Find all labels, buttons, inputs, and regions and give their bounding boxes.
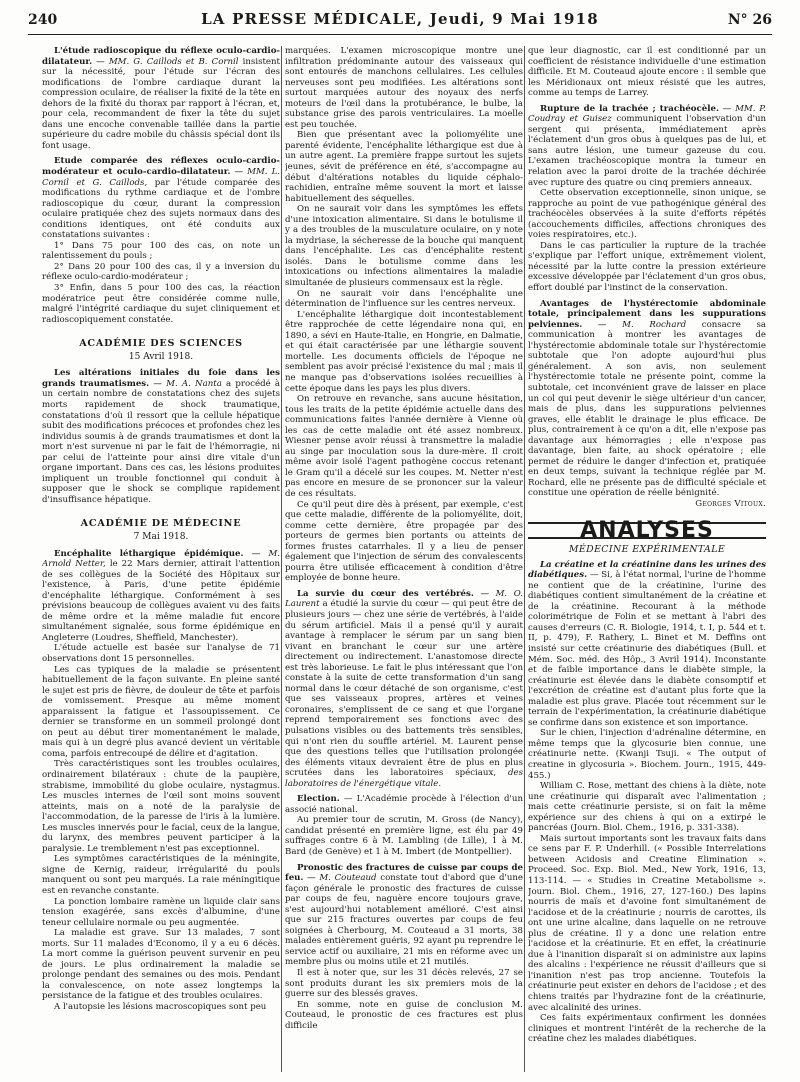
article-title: Les altérations initiales du foie dans les grands traumatismes. [42, 368, 280, 389]
paragraph: Ces faits expérimentaux confirment les données cliniques et montrent l'intérêt de la recherche de la créatine chez les malades diabétiques. [528, 1013, 766, 1045]
issue-number: N° 26 [727, 12, 772, 28]
paragraph: On ne saurait voir dans l'encéphalite une détermination de l'influence sur les centres nerveux. [285, 288, 523, 310]
paragraph: La ponction lombaire ramène un liquide clair sans tension exagérée, sans excès d'albumine, d'une teneur cellulaire normale ou peu augmentée. [42, 896, 280, 928]
article-title: Etude comparée des réflexes oculo-cardio-modérateur et oculo-cardio-dilatateur. [42, 156, 280, 178]
article [285, 863, 523, 968]
paragraph: Sur le chien, l'injection d'adrénaline détermine, en même temps que la glycosurie bien connue, une créatinurie nette. (Kwanji Tsuji. « The output of creatine in glycosuria ». Biochem. Journ., 1915, 449-455.) [528, 728, 766, 781]
section-date: 7 Mai 1918. [133, 531, 189, 542]
article-authors: — M. A. Nanta [153, 378, 222, 389]
article-text: a procédé à un certain nombre de constatations chez des sujets morts rapidement de shock traumatique, constatations d'où il ressort que la cellule hépatique subit des modifications précoces et profondes chez les individus soumis à de grands traumatismes et dont la mort n'est survenue ni par le fait de l'hémorragie, ni par celui de l'atteinte pour ainsi dire vitale d'un organe important. Dans ces cas, les lésions produites impliquent un trouble fonctionnel qui conduit à supposer que le shock se complique rapidement d'insuffisance hépatique. [42, 378, 280, 505]
paragraph: A l'autopsie les lésions macroscopiques sont peu [54, 1002, 267, 1013]
paragraph: On ne saurait voir dans les symptômes les effets d'une intoxication alimentaire. Si dans le botulisme il y a des troubles de la musculature oculaire, on y note la mydriase, la sécheresse de la bouche qui manquent dans l'encéphalite. Les cas d'encéphalite restent isolés. Dans le botulisme comme dans les intoxications ou infections alimentaires la maladie simultanée de plusieurs commensaux est la règle. [285, 204, 523, 289]
column-2 [285, 46, 523, 1076]
article-authors: — M. Arnold Netter, [42, 548, 280, 570]
article-text: par l'étude comparée des modifications du rythme cardiaque et de l'ombre radioscopique du cœur, durant la compression oculaire pratiquée chez des sujets normaux dans des conditions identiques, ont été conduits aux constatations suivantes : [42, 177, 280, 241]
paragraph: Mais surtout importants sont les travaux faits dans ce sens par F. P. Underhill. (« Possible Interrelations between Acidosis and Creatine Elimination ». Proceed. Soc. Exp. Biol. Med., New York, 1916, 13, 113-114. — « Studies in Creatine Metabolisme ». Journ. Biol. Chem., 1916, 27, 127-160.) Des lapins nourris de maïs et d'avoine font simultanément de l'acidose et de la créatinurie ; nourris de carottes, ils ont une urine alcaline, dans laquelle on ne retrouve plus de créatine. Il y a donc une relation entre l'acidose et la créatinurie. Et en effet, la créatinurie due à l'inanition disparaît si on administre aux lapins des alcalins : l'expérience ne réussit d'ailleurs que si l'inanition n'est pas trop ancienne. Toutefois la créatinurie peut exister en dehors de l'acidose ; et des chiens traités par l'hydrazine font de la créatinurie, avec alcalinité des urines. [528, 833, 766, 1013]
article-text: constate tout d'abord que d'une façon générale le pronostic des fractures de cuisse par coups de feu, naguère encore toujours grave, s'est aujourd'hui notablement amélioré. C'est ainsi que sur 215 fractures ouvertes par coups de feu soignées à Cherbourg, M. Couteaud a 31 morts, 38 malades entièrement guéris, 92 ayant pu reprendre le service actif ou auxiliaire, 21 mis en réforme avec un membre plus ou moins utile et 21 mutilés. [285, 873, 523, 968]
list-item: 2° Dans 20 pour 100 des cas, il y a inversion du réflexe oculo-cardio-modérateur ; [42, 261, 280, 283]
paragraph: Dans le cas particulier la rupture de la trachée s'explique par l'effort unique, extrêmement violent, nécessité par la lutte contre la pression extérieure excessive développée par l'éclatement d'un gros obus, effort doublé par l'instinct de la conservation. [528, 240, 766, 294]
article [42, 156, 280, 240]
subsection-heading: MÉDECINE EXPÉRIMENTALE [568, 544, 726, 556]
article-text-italic: des laboratoires de l'énergétique vitale. [285, 768, 523, 789]
paragraph: Très caractéristiques sont les troubles oculaires, ordinairement bilatéraux : chute de la paupière, strabisme, immobilité du globe oculaire, nystagmus. Les muscles internes de l'œil sont moins souvent atteints, mais on a noté de la paralysie de l'accommodation, de la paresse de l'iris à la lumière. Les muscles innervés pour le facial, ceux de la langue, du larynx, des membres peuvent participer à la paralysie. Le tremblement n'est pas exceptionnel. [42, 759, 280, 854]
paragraph: Les cas typiques de la maladie se présentent habituellement de la façon suivante. En pleine santé le sujet est pris de fièvre, de douleur de tête et parfois de vomissement. Presque au même moment apparaissent la fatigue et l'assoupissement. Ce dernier se transforme en un sommeil prolongé dont on peut au début tirer momentanément le malade, mais qui à un degré plus avancé devient un véritable coma, parfois entrecoupé de délire et d'agitation. [42, 664, 280, 759]
article-text: consacre sa communication à montrer les avantages de l'hystérectomie abdominale totale sur l'hystérectomie subtotale que l'on adopte aujourd'hui plus généralement. A son avis, non seulement l'hystérectomie totale ne présente point, comme la subtotale, cet inconvénient grave de laisser en place un col qui peut devenir le siège ultérieur d'un cancer, mais de plus, dans les suppurations pelviennes graves, elle établit le drainage le plus efficace. De plus, contrairement à ce qu'on a dit, elle n'expose pas davantage aux hémorragies ; elle n'expose pas davantage, bien faite, au shock opératoire ; elle permet de réduire le danger d'infection et, pratiquée en deux temps, suivant la technique réglée par M. Rochard, elle ne présente pas de difficulté spéciale et constitue une opération de réelle bénignité. [528, 319, 766, 499]
paragraph: Ce qu'il peut dire dès à présent, par exemple, c'est que cette maladie, différente de la poliomyélite, doit, comme cette dernière, être propagée par des porteurs de germes bien portants ou atteints de formes frustes catarrhales. Il y a lieu de penser également que l'injection de sérum des convalescents pourra être utilisée efficacement à condition d'être employée de bonne heure. [285, 499, 523, 584]
article-title: La survie du cœur des vertébrés. [297, 588, 474, 599]
article-title: L'étude radioscopique du réflexe oculo-cardio-dilatateur. [42, 46, 280, 67]
column-divider [524, 46, 525, 1072]
article-text: insistent sur la nécessité, pour l'étude sur l'écran des modifications de l'ombre cardiaque durant la compression oculaire, de réaliser la fixité de la tête en dehors de la fixité du thorax par rapport à l'écran, et, pour cela, recommandent de fixer la tête du sujet dans une encoche convenable taillée dans la partie supérieure du cadre mobile du châssis spécial dont ils font usage. [42, 56, 280, 151]
list-item: 3° Enfin, dans 5 pour 100 des cas, la réaction modératrice peut être considérée comme nulle, malgré l'intégrité cardiaque du sujet cliniquement et radioscopiquement constatée. [42, 283, 280, 325]
paragraph: L'encéphalite léthargique doit incontestablement être rapprochée de cette légendaire nona qui, en 1890, a sévi en Haute-Italie, en Hongrie, en Dalmatie, et qui était caractérisée par une léthargie souvent mortelle. Les documents officiels de l'époque ne semblent pas avoir précisé l'existence du mal ; mais il ne manque pas d'observations isolées recueillies à cette époque dans les pays les plus divers. [285, 309, 523, 394]
column-divider [281, 46, 282, 1072]
article-title: Rupture de la trachée ; trachéocèle. [540, 103, 719, 114]
paragraph: Il est à noter que, sur les 31 décès relevés, 27 se sont produits durant les six premiers mois de la guerre sur des blessés graves. [285, 968, 523, 1000]
article [528, 299, 766, 499]
paragraph: William C. Rose, mettant des chiens à la diète, note une créatinurie qui disparaît avec l'alimentation ; mais cette créatinurie persiste, si on fait la même expérience sur des chiens à qui on a extirpé le pancréas (Journ. Biol. Chem., 1916, p. 331-338). [528, 781, 766, 834]
paragraph: marquées. L'examen microscopique montre une infiltration prédominante autour des vaisseaux qui sont entourés de manchons cellulaires. Les cellules nerveuses sont peu modifiées. Les altérations sont surtout marquées autour des noyaux des nerfs moteurs de l'œil dans la protubérance, le bulbe, la substance grise des parois ventriculaires. La moelle est peu touchée. [285, 46, 523, 130]
article [528, 104, 766, 188]
article [42, 549, 280, 644]
article-authors: — MM. L. Cornil et G. Caillods, [42, 167, 280, 188]
analyses-banner: ANALYSES [528, 522, 766, 540]
article-title: Pronostic des fractures de cuisse par coups de feu. [285, 862, 523, 884]
article [285, 589, 523, 789]
article-title: Avantages de l'hystérectomie abdominale totale, principalement dans les suppurations pelviennes. [528, 298, 766, 330]
paragraph: Les symptômes caractéristiques de la méningite, signe de Kernig, raideur, irrégularité du pouls manquent ou sont peu marqués. La raie méningitique est en revanche constante. [42, 854, 280, 897]
article-title: Encéphalite léthargique épidémique. [54, 548, 244, 559]
list-item: 1° Dans 75 pour 100 des cas, on note un ralentissement du pouls ; [42, 240, 280, 262]
section-heading: ACADÉMIE DE MÉDECINE [80, 518, 242, 530]
article-text: — L'Académie procède à l'élection d'un associé national. [285, 794, 523, 815]
page-header [28, 8, 772, 34]
article-title: La créatine et la créatinine dans les urines des diabétiques. [528, 559, 766, 581]
section-heading: ACADÉMIE DES SCIENCES [79, 338, 243, 350]
paragraph: que leur diagnostic, car il est conditionné par un coefficient de résistance individuelle d'une estimation difficile. Et M. Couteaud ajoute encore : il semble que les Méridionaux ont mieux résisté que les autres, comme au temps de Larrey. [528, 46, 766, 99]
article [528, 560, 766, 729]
paragraph: Au premier tour de scrutin, M. Gross (de Nancy), candidat présenté en première ligne, est élu par 49 suffrages contre 6 à M. Lambling (de Lille), 1 à M. Bard (de Genève) et 1 à M. Imbert (de Montpellier). [285, 815, 523, 858]
paragraph: On retrouve en revanche, sans aucune hésitation, tous les traits de la petite épidémie actuelle dans des communications faites l'année dernière à Vienne où les cas de cette maladie ont été assez nombreux. Wiesner pense avoir réussi à transmettre la maladie au singe par inoculation sous la dure-mère. Il croit même avoir isolé l'agent pathogène coccus retenant le Gram qu'il a décelé sur les coupes. M. Netter n'est pas encore en mesure de se prononcer sur la valeur de ces résultats. [285, 394, 523, 499]
article-text: communiquent l'observation d'un sergent qui présenta, immédiatement après l'éclatement d'un gros obus à quelques pas de lui, et sans autre lésion, une tumeur gazeuse du cou. L'examen trachéoscopique montra la tumeur en relation avec la paroi droite de la trachée déchirée avec rupture des quatre ou cinq premiers anneaux. [528, 114, 766, 188]
paragraph: Cette observation exceptionnelle, sinon unique, se rapproche au point de vue pathogénique général des trachéocèles observées à la suite d'efforts répétés (accouchements difficiles, affections chroniques des voies respiratoires, etc.). [528, 188, 766, 241]
article-authors: — MM. P. Coudray et Guisez [528, 103, 766, 125]
masthead-title: LA PRESSE MÉDICALE, Jeudi, 9 Mai 1918 [201, 10, 599, 28]
article-authors: — M. Couteaud [307, 873, 377, 884]
section-date: 15 Avril 1918. [128, 351, 194, 362]
article-authors: — MM. G. Caillods et B. Cornil [96, 56, 239, 67]
article-authors: — M. Rochard [597, 319, 687, 330]
article-authors: — M. O. Laurent [285, 588, 523, 610]
article-text: — Si, à l'état normal, l'urine de l'homme ne contient que de la créatinine, l'urine des diabétiques contient simultanément de la créatine et de la créatinine. Recourant à la méthode colorimétrique de Folin et se mettant à l'abri des causes d'erreurs (C. R. Biologie, 1914, t. I, p. 544 et t. II, p. 479), F. Rathery, L. Binet et M. Deffins ont insisté sur cette créatinurie des diabétiques (Bull. et Mém. Soc. méd. des Hôp., 3 Avril 1914). Inconstante et de faible importance dans le diabète simple, la créatinurie est élevée dans le diabète consomptif et l'excrétion de créatine est d'autant plus forte que la maladie est plus grave. Placée tout récemment sur le terrain de l'expérimentation, la créatinurie diabétique se confirme dans son existence et son importance. [528, 570, 766, 728]
paragraph: La maladie est grave. Sur 13 malades, 7 sont morts. Sur 11 malades d'Economo, il y a eu 6 décès. La mort comme la guérison peuvent survenir en peu de jours. Le plus ordinairement la maladie se prolonge pendant des semaines ou des mois. Pendant la convalescence, on note assez longtemps la persistance de la fatigue et des troubles oculaires. [42, 928, 280, 1002]
column-3 [528, 46, 766, 1076]
header-rule [28, 34, 772, 35]
article-text: a étudié la survie du cœur — qui peut être de plusieurs jours — chez une série de vertébrés, à l'aide du sérum artificiel. Mais il a pensé qu'il y aurait avantage à remplacer le sérum par un sang bien vivant en branchant le cœur sur une artère directement ou indirectement. L'anastomose directe est très laborieuse. Le fait le plus intéressant que l'on constate à la suite de cette transformation d'un sang normal dans le cœur détaché de son organisme, c'est que ses vaisseaux propres, artères et veines coronaires, s'emplissent de ce sang et que l'organe reprend temporairement ses fonctions avec des pulsations visibles ou des battements très sensibles, qui n'ont rien du souffle artériel. M. Laurent pense que des questions telles que l'utilisation prolongée des éléments vitaux devraient être de plus en plus scrutées dans les laboratoires spéciaux, [285, 599, 523, 779]
article [285, 794, 523, 815]
article-text: le 22 Mars dernier, attirait l'attention de ses collègues de la Société des Hôpitaux sur l'existence, à Paris, d'une petite épidémie d'encéphalite léthargique. Conformément à ses prévisions beaucoup de collègues avaient vu des faits de même ordre et la même maladie fut encore simultanément signalée, sous forme épidémique en Angleterre (Loudres, Sheffield, Manchester). [42, 559, 280, 643]
column-1 [42, 46, 280, 1076]
article [42, 46, 280, 151]
article [42, 368, 280, 505]
article-title: Election. [297, 794, 340, 805]
page-number: 240 [28, 12, 58, 28]
paragraph: En somme, note en guise de conclusion M. Couteaud, le pronostic de ces fractures est plus difficile [285, 999, 523, 1031]
paragraph: Bien que présentant avec la poliomyélite une parenté évidente, l'encéphalite léthargique est due à un autre agent. La première frappe surtout les sujets jeunes, sévit de préférence en été, s'accompagne au début d'altérations notables du liquide céphalo-rachidien, entraîne même souvent la mort et laisse habituellement des séquelles. [285, 130, 523, 204]
author-signature: Georges Vitoux. [695, 498, 766, 509]
paragraph: L'étude actuelle est basée sur l'analyse de 71 observations dont 15 personnelles. [42, 643, 280, 664]
